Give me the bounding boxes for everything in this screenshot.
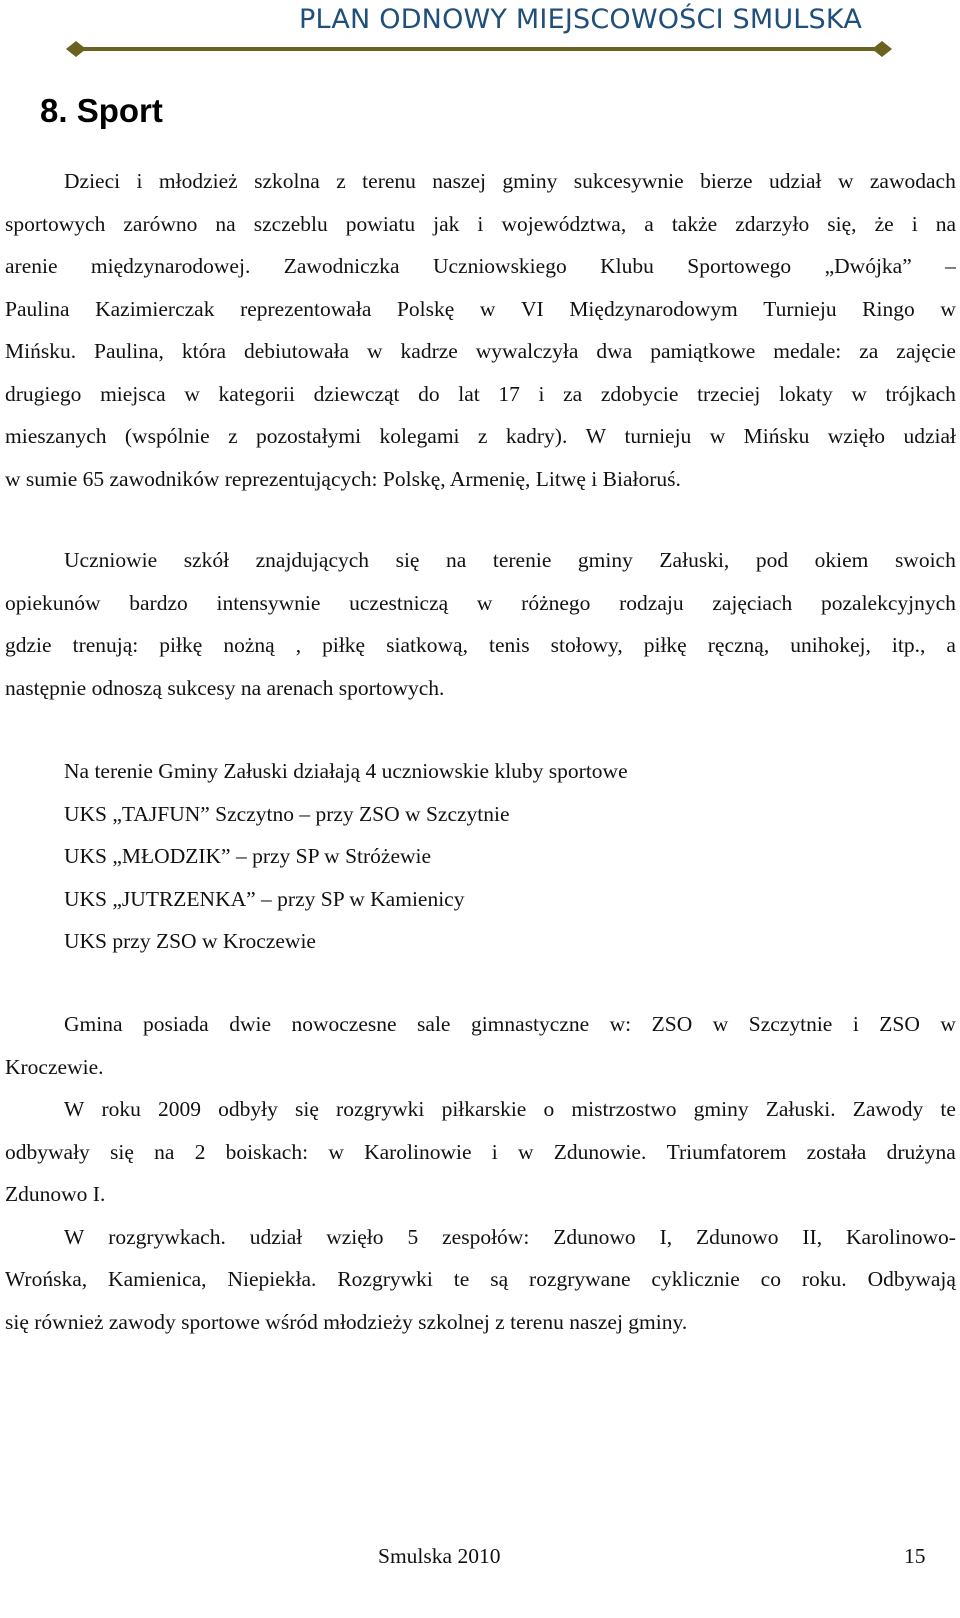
list-item: UKS „MŁODZIK” – przy SP w Stróżewie <box>64 844 432 868</box>
text-line: odbywały się na 2 boiskach: w Karolinowie i w Zdunowie. Triumfatorem została drużyna <box>5 1139 956 1164</box>
text-line: Mińsku. Paulina, która debiutowała w kadrze wywalczyła dwa pamiątkowe medale: za zajęcie <box>5 339 956 363</box>
text-line: w sumie 65 zawodników reprezentujących: Polskę, Armenię, Litwę i Białoruś. <box>5 466 681 491</box>
header-decorative-rule <box>66 38 892 60</box>
text-line: gdzie trenują: piłkę nożną , piłkę siatkową, tenis stołowy, piłkę ręczną, unihokej, itp., a <box>5 633 956 657</box>
page-number: 15 <box>904 1544 926 1568</box>
text-line: się również zawody sportowe wśród młodzieży szkolnej z terenu naszej gminy. <box>5 1309 688 1334</box>
text-line: Zdunowo I. <box>5 1182 106 1206</box>
text-line: opiekunów bardzo intensywnie uczestniczą w różnego rodzaju zajęciach pozalekcyjnych <box>5 590 956 615</box>
text-line: drugiego miejsca w kategorii dziewcząt do lat 17 i za zdobycie trzeciej lokaty w trójkach <box>5 381 956 406</box>
text-line: Wrońska, Kamienica, Niepiekła. Rozgrywki te są rozgrywane cyklicznie co roku. Odbywają <box>5 1267 956 1291</box>
text-line: Gmina posiada dwie nowoczesne sale gimnastyczne w: ZSO w Szczytnie i ZSO w <box>64 1012 956 1036</box>
text-line: W rozgrywkach. udział wzięło 5 zespołów: Zdunowo I, Zdunowo II, Karolinowo- <box>64 1224 956 1249</box>
text-line: arenie międzynarodowej. Zawodniczka Uczniowskiego Klubu Sportowego „Dwójka” – <box>5 254 956 278</box>
list-item: UKS przy ZSO w Kroczewie <box>64 929 316 953</box>
text-line: sportowych zarówno na szczeblu powiatu jak i województwa, a także zdarzyło się, że i na <box>5 211 956 236</box>
footer-title: Smulska 2010 <box>378 1544 501 1568</box>
document-header-title: PLAN ODNOWY MIEJSCOWOŚCI SMULSKA <box>299 4 862 35</box>
text-line: następnie odnoszą sukcesy na arenach sportowych. <box>5 675 445 700</box>
text-line: Paulina Kazimierczak reprezentowała Polskę w VI Międzynarodowym Turnieju Ringo w <box>5 296 956 321</box>
text-line: W roku 2009 odbyły się rozgrywki piłkarskie o mistrzostwo gminy Załuski. Zawody te <box>64 1097 956 1121</box>
paragraph-facilities-competitions <box>5 1003 956 1343</box>
sports-clubs-list <box>64 750 628 963</box>
paragraph-sports-achievements <box>5 160 956 500</box>
list-item: UKS „TAJFUN” Szczytno – przy ZSO w Szczytnie <box>64 801 510 826</box>
text-line: Uczniowie szkół znajdujących się na terenie gminy Załuski, pod okiem swoich <box>64 548 956 572</box>
text-line: mieszanych (wspólnie z pozostałymi kolegami z kadry). W turnieju w Mińsku wzięło udział <box>5 424 956 448</box>
list-item: UKS „JUTRZENKA” – przy SP w Kamienicy <box>64 886 465 911</box>
text-line: Kroczewie. <box>5 1054 104 1079</box>
paragraph-extracurricular <box>5 539 956 709</box>
text-line: Dzieci i młodzież szkolna z terenu naszej gminy sukcesywnie bierze udział w zawodach <box>64 169 956 193</box>
section-heading: 8. Sport <box>40 92 163 129</box>
list-item: Na terenie Gminy Załuski działają 4 uczniowskie kluby sportowe <box>64 759 628 783</box>
